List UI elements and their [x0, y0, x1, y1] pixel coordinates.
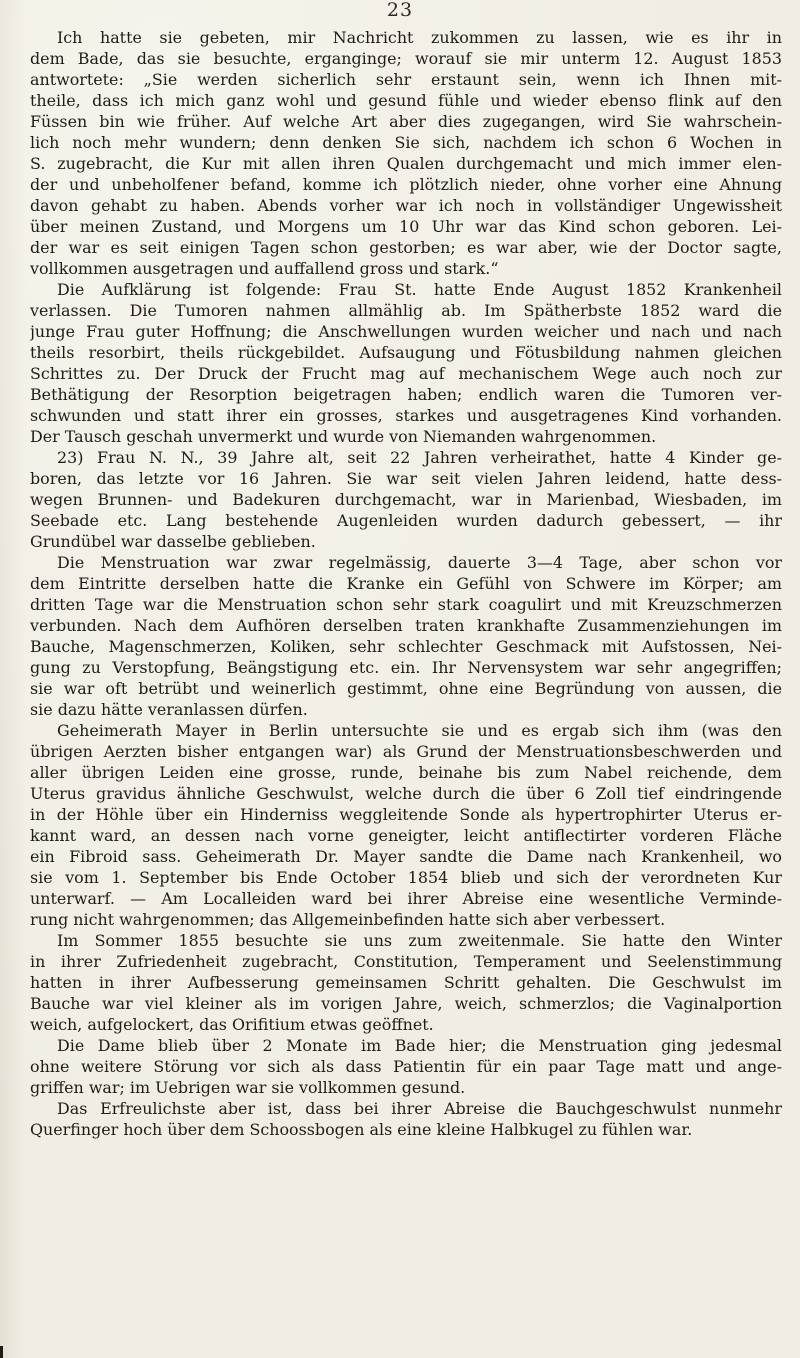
scan-edge-mark — [0, 1346, 3, 1358]
text-line: dritten Tage war die Menstruation schon sehr stark coagulirt und mit Kreuzschmerzen — [30, 595, 782, 614]
text-line: dem Eintritte derselben hatte die Kranke ein Gefühl von Schwere im Körper; am — [30, 574, 782, 593]
text-line: 23) Frau N. N., 39 Jahre alt, seit 22 Jahren verheirathet, hatte 4 Kinder ge- — [57, 448, 782, 467]
text-line: antwortete: „Sie werden sicherlich sehr erstaunt sein, wenn ich Ihnen mit- — [30, 70, 782, 89]
text-line: der war es seit einigen Tagen schon gestorben; es war aber, wie der Doctor sagte, — [30, 238, 782, 257]
text-line: vollkommen ausgetragen und auffallend gross und stark.“ — [30, 259, 499, 278]
text-line: davon gehabt zu haben. Abends vorher war ich noch in vollständiger Ungewissheit — [30, 196, 782, 215]
text-line: Ich hatte sie gebeten, mir Nachricht zukommen zu lassen, wie es ihr in — [57, 28, 782, 47]
text-line: in ihrer Zufriedenheit zugebracht, Constitution, Temperament und Seelenstimmung — [30, 952, 782, 971]
paragraph-menstruation — [30, 552, 782, 720]
page-number: 23 — [386, 0, 414, 21]
text-line: S. zugebracht, die Kur mit allen ihren Qualen durchgemacht und mich immer elen- — [30, 154, 782, 173]
text-line: Der Tausch geschah unvermerkt und wurde von Niemanden wahrgenommen. — [30, 427, 657, 446]
text-line: Füssen bin wie früher. Auf welche Art aber dies zugegangen, wird Sie wahrschein- — [30, 112, 782, 131]
text-line: sie war oft betrübt und weinerlich gestimmt, ohne eine Begründung von aussen, die — [30, 679, 782, 698]
paragraph-conclusion — [30, 1098, 782, 1140]
text-line: übrigen Aerzten bisher entgangen war) als Grund der Menstruationsbeschwerden und — [30, 742, 782, 761]
text-line: Uterus gravidus ähnliche Geschwulst, welche durch die über 6 Zoll tief eindringende — [30, 784, 782, 803]
text-line: Das Erfreulichste aber ist, dass bei ihrer Abreise die Bauchgeschwulst nunmehr — [57, 1099, 782, 1118]
text-line: aller übrigen Leiden eine grosse, runde, beinahe bis zum Nabel reichende, dem — [30, 763, 782, 782]
text-line: Bauche, Magenschmerzen, Koliken, sehr schlechter Geschmack mit Aufstossen, Nei- — [30, 637, 782, 656]
text-line: sie dazu hätte veranlassen dürfen. — [30, 700, 308, 719]
text-line: hatten in ihrer Aufbesserung gemeinsamen Schritt gehalten. Die Geschwulst im — [30, 973, 782, 992]
text-line: Die Aufklärung ist folgende: Frau St. hatte Ende August 1852 Krankenheil — [57, 280, 782, 299]
text-line: Grundübel war dasselbe geblieben. — [30, 532, 316, 551]
text-line: Geheimerath Mayer in Berlin untersuchte sie und es ergab sich ihm (was den — [57, 721, 782, 740]
text-line: lich noch mehr wundern; denn denken Sie sich, nachdem ich schon 6 Wochen in — [30, 133, 782, 152]
text-line: Querfinger hoch über dem Schoossbogen als eine kleine Halbkugel zu fühlen war. — [30, 1120, 693, 1139]
paragraph-case-23 — [30, 447, 782, 552]
text-line: wegen Brunnen- und Badekuren durchgemacht, war in Marienbad, Wiesbaden, im — [30, 490, 782, 509]
text-line: theile, dass ich mich ganz wohl und gesund fühle und wieder ebenso flink auf den — [30, 91, 782, 110]
text-line: Die Menstruation war zwar regelmässig, dauerte 3—4 Tage, aber schon vor — [57, 553, 782, 572]
paragraph-letter — [30, 27, 782, 279]
text-line: griffen war; im Uebrigen war sie vollkommen gesund. — [30, 1078, 466, 1097]
paragraph-stay — [30, 1035, 782, 1098]
text-line: schwunden und statt ihrer ein grosses, starkes und ausgetragenes Kind vorhanden. — [30, 406, 782, 425]
text-line: sie vom 1. September bis Ende October 1854 blieb und sich der verordneten Kur — [30, 868, 782, 887]
text-line: weich, aufgelockert, das Orifitium etwas geöffnet. — [30, 1015, 434, 1034]
paragraph-summer-1855 — [30, 930, 782, 1035]
paragraph-examination — [30, 720, 782, 930]
text-line: verbunden. Nach dem Aufhören derselben traten krankhafte Zusammenziehungen im — [30, 616, 782, 635]
text-line: Seebade etc. Lang bestehende Augenleiden wurden dadurch gebessert, — ihr — [30, 511, 782, 530]
text-line: Im Sommer 1855 besuchte sie uns zum zweitenmale. Sie hatte den Winter — [57, 931, 782, 950]
text-line: in der Höhle über ein Hinderniss weggleitende Sonde als hypertrophirter Uterus er- — [30, 805, 782, 824]
text-line: junge Frau guter Hoffnung; die Anschwellungen wurden weicher und nach und nach — [30, 322, 782, 341]
text-line: unterwarf. — Am Localleiden ward bei ihrer Abreise eine wesentliche Verminde- — [30, 889, 782, 908]
paragraph-explanation — [30, 279, 782, 447]
text-line: der und unbeholfener befand, komme ich plötzlich nieder, ohne vorher eine Ahnung — [30, 175, 782, 194]
text-line: gung zu Verstopfung, Beängstigung etc. ein. Ihr Nervensystem war sehr angegriffen; — [30, 658, 782, 677]
text-line: Bethätigung der Resorption beigetragen haben; endlich waren die Tumoren ver- — [30, 385, 782, 404]
text-line: dem Bade, das sie besuchte, erganginge; worauf sie mir unterm 12. August 1853 — [30, 49, 782, 68]
text-line: verlassen. Die Tumoren nahmen allmählig ab. Im Spätherbste 1852 ward die — [30, 301, 782, 320]
text-line: Die Dame blieb über 2 Monate im Bade hier; die Menstruation ging jedesmal — [57, 1036, 782, 1055]
text-line: ein Fibroid sass. Geheimerath Dr. Mayer sandte die Dame nach Krankenheil, wo — [30, 847, 782, 866]
text-line: rung nicht wahrgenommen; das Allgemeinbefinden hatte sich aber verbessert. — [30, 910, 666, 929]
text-line: kannt ward, an dessen nach vorne geneigter, leicht antiflectirter vorderen Fläche — [30, 826, 782, 845]
text-line: ohne weitere Störung vor sich als dass Patientin für ein paar Tage matt und ange- — [30, 1057, 782, 1076]
text-line: boren, das letzte vor 16 Jahren. Sie war seit vielen Jahren leidend, hatte dess- — [30, 469, 782, 488]
text-line: Bauche war viel kleiner als im vorigen Jahre, weich, schmerzlos; die Vaginalportion — [30, 994, 782, 1013]
text-line: über meinen Zustand, und Morgens um 10 Uhr war das Kind schon geboren. Lei- — [30, 217, 782, 236]
page-body — [30, 27, 782, 1140]
text-line: theils resorbirt, theils rückgebildet. Aufsaugung und Fötusbildung nahmen gleichen — [30, 343, 782, 362]
text-line: Schrittes zu. Der Druck der Frucht mag auf mechanischem Wege auch noch zur — [30, 364, 782, 383]
